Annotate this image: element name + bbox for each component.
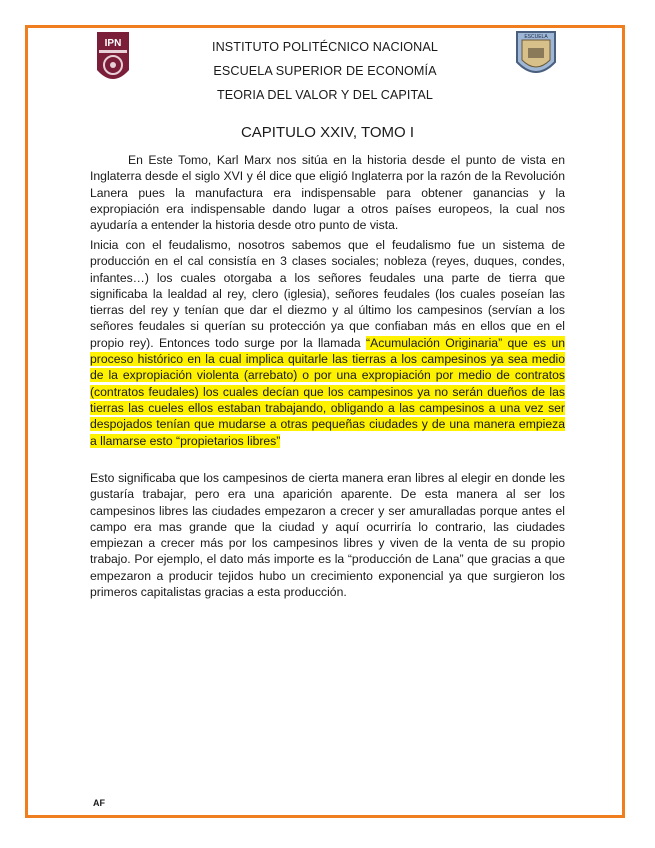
ese-seal-text: ESCUELA (524, 34, 548, 40)
ese-seal (513, 28, 559, 82)
highlighted-passage: “Acumulación Originaria” que es un proceso histórico en la cual implica quitarle las tierras a los campesinos ya sea medio de la expropiación violenta (arrebato) o por una expropiación por medio de contratos (contratos feudales) los cuales decían que los campesinos ya no serán dueños de las tierras las cueles ellos estaban trabajando, obligando a las campesinos a una vez ser despojados tenían que mudarse a otras pequeñas ciudades y de una manera empieza a llamarse esto “propietarios libres” (90, 335, 565, 448)
paragraph-feudalism (90, 237, 565, 449)
chapter-title: CAPITULO XXIV, TOMO I (240, 124, 415, 141)
footer-initials: AF (93, 798, 105, 808)
institution-name: INSTITUTO POLITÉCNICO NACIONAL (212, 40, 438, 54)
paragraph-free-peasants: Esto significaba que los campesinos de cierta manera eran libres al elegir en donde les gustaría trabajar, pero era una aparición aparente. De esta manera al ser los campesinos libres las ciudades empezaron a crecer y ser amuralladas porque antes el campo era mas grande que la ciudad y aquí ocurriría lo contrario, las ciudades empiezan a crecer más por los campesinos libres y viven de la venta de su propio trabajo. Por ejemplo, el dato más importe es la “producción de Lana” que gracias a que empezaron a producir tejidos hubo un crecimiento exponencial ya que surgieron los primeros capitalistas gracias a esta producción. (90, 471, 565, 600)
course-name: TEORIA DEL VALOR Y DEL CAPITAL (216, 88, 433, 102)
paragraph-intro: En Este Tomo, Karl Marx nos sitúa en la historia desde el punto de vista en Inglaterra desde el siglo XVI y él dice que eligió Inglaterra por la razón de la Revolución Lanera pues la manufactura era indispensable para obtener ganancias y la expropiación era indispensable dando lugar a otros países europeos, la cual nos ayudaría a entender la historia desde otro punto de vista. (90, 153, 565, 233)
school-name: ESCUELA SUPERIOR DE ECONOMÍA (213, 64, 437, 78)
ipn-logo-letters: IPN (104, 38, 122, 49)
paragraph-feudalism-text: Inicia con el feudalismo, nosotros sabemos que el feudalismo fue un sistema de producción en el cal consistía en 3 clases sociales; nobleza (reyes, duques, condes, infantes…) los cuales otorgaba a los señores feudales una parte de tierra que significaba la lealdad al rey, clero (iglesia), señores feudales (los cuales poseían las tierras del rey y tenían que dar el diezmo y al último los campesinos (servían a los señores feudales si querían su protección ya que confiaban más en ellos que en el propio rey). Entonces todo surge por la llamada (90, 238, 565, 350)
ipn-logo (94, 30, 132, 90)
